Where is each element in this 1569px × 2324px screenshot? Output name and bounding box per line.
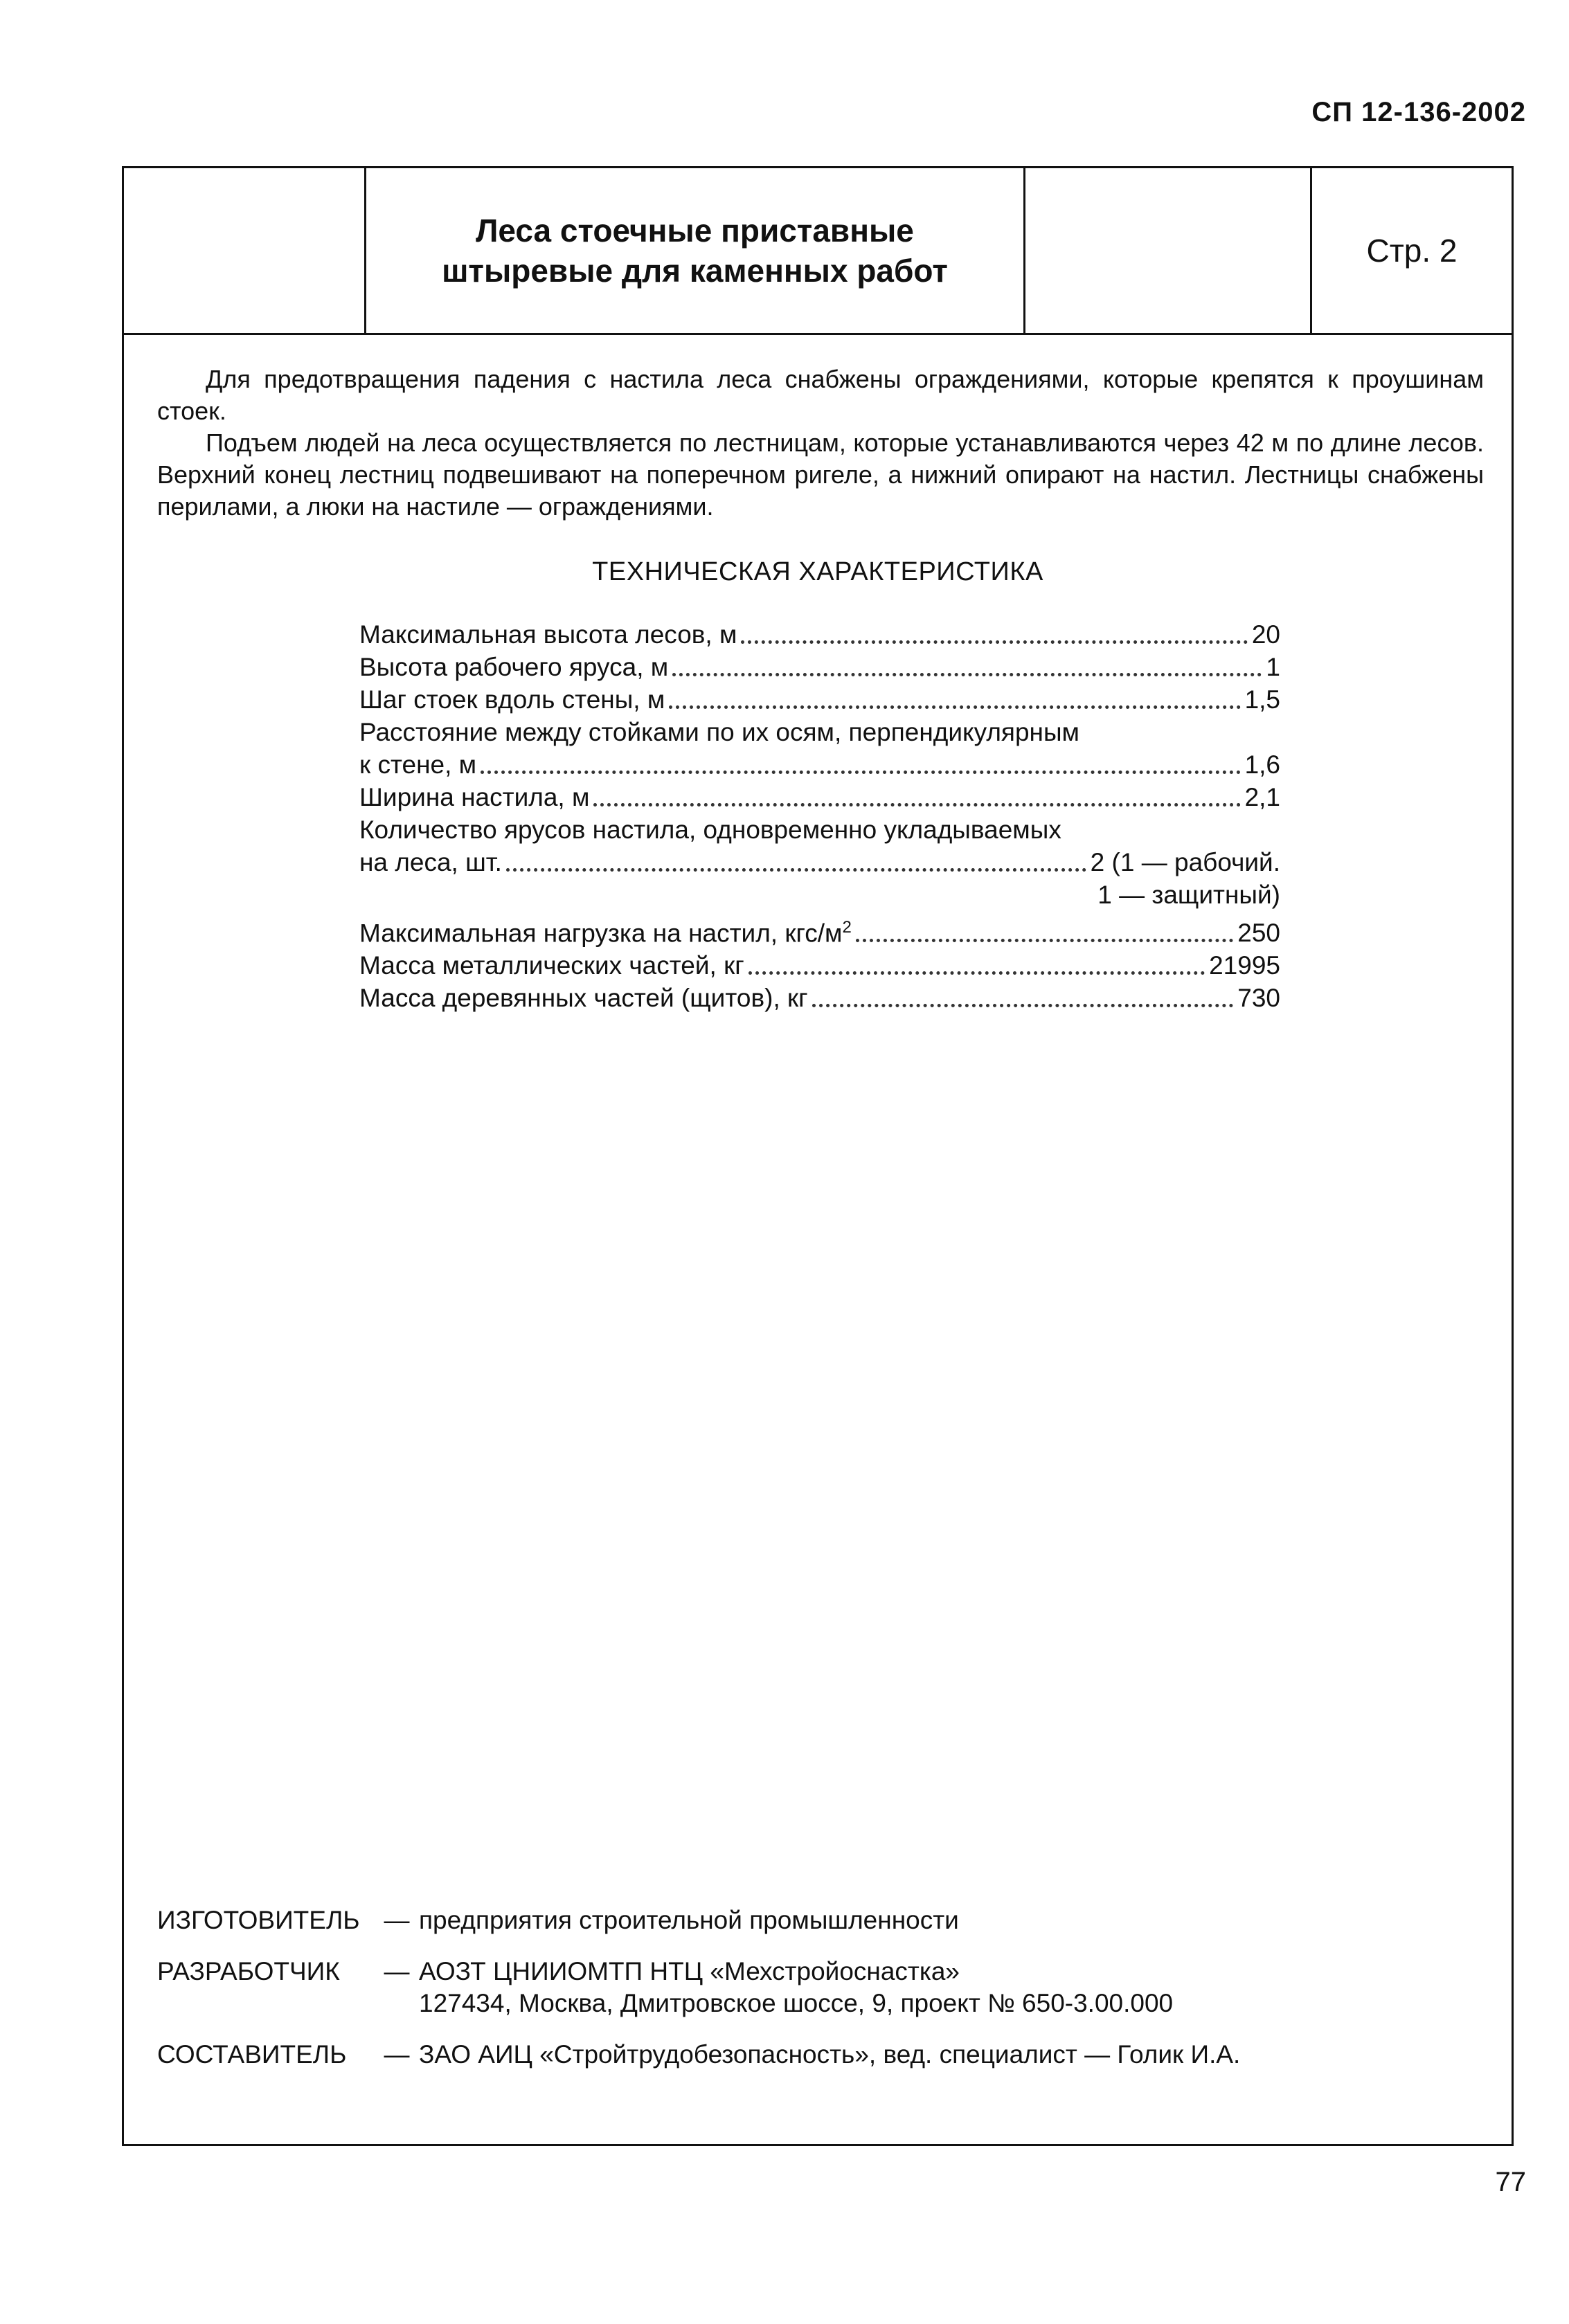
dot-leader xyxy=(669,692,1240,709)
credit-value-line1: АОЗТ ЦНИИОМТП НТЦ «Мехстройоснастка» xyxy=(419,1957,960,1985)
spec-label: на леса, шт. xyxy=(359,848,502,876)
credit-role: СОСТАВИТЕЛЬ xyxy=(157,2040,347,2069)
spec-row-post-distance xyxy=(359,748,1280,781)
credit-dash: — xyxy=(384,1906,410,1934)
credit-role: РАЗРАБОТЧИК xyxy=(157,1957,340,1985)
spec-row-deck-width xyxy=(359,781,1280,813)
spec-value: 730 xyxy=(1237,984,1280,1013)
intro-paragraph-1: Для предотвращения падения с настила леса снабжены ограждениями, которые крепятся к проушинам стоек. xyxy=(157,365,1484,425)
credit-value-line2: 127434, Москва, Дмитровское шоссе, 9, проект № 650-3.00.000 xyxy=(419,1989,1174,2017)
dot-leader xyxy=(748,957,1205,975)
spec-value: 250 xyxy=(1237,919,1280,948)
dot-leader xyxy=(593,789,1240,807)
spec-row-post-step xyxy=(359,683,1280,716)
spec-value: 1,6 xyxy=(1244,750,1280,779)
dot-leader xyxy=(672,659,1262,676)
intro-text xyxy=(157,363,1484,523)
credit-role: ИЗГОТОВИТЕЛЬ xyxy=(157,1906,360,1934)
credit-developer xyxy=(157,1956,1240,2019)
spec-label: Шаг стоек вдоль стены, м xyxy=(359,685,665,714)
credit-dash: — xyxy=(384,1957,410,1985)
document-code: СП 12-136-2002 xyxy=(1311,97,1526,127)
spec-value: 1,5 xyxy=(1244,685,1280,714)
spec-value: 20 xyxy=(1251,620,1280,649)
spec-row-deck-tiers xyxy=(359,846,1280,879)
spec-label-line: Количество ярусов настила, одновременно укладываемых xyxy=(359,816,1061,844)
spec-label: Масса металлических частей, кг xyxy=(359,951,744,980)
spec-label: к стене, м xyxy=(359,750,477,779)
spec-label: Максимальная высота лесов, м xyxy=(359,620,737,649)
credit-dash: — xyxy=(384,2040,410,2069)
credit-manufacturer xyxy=(157,1904,1240,1936)
spec-label: Высота рабочего яруса, м xyxy=(359,653,669,681)
sheet-label: Стр. 2 xyxy=(1366,233,1458,269)
spec-row-tier-height xyxy=(359,651,1280,683)
title-block xyxy=(124,168,1512,335)
page-number: 77 xyxy=(1495,2167,1526,2197)
document-title-line2: штыревые для каменных работ xyxy=(442,253,948,289)
spec-value-continuation: 1 — защитный) xyxy=(1097,881,1280,909)
spec-value: 21995 xyxy=(1209,951,1280,980)
document-title xyxy=(442,210,948,291)
dot-leader xyxy=(812,990,1234,1007)
spec-row-wood-mass xyxy=(359,982,1280,1014)
credits-block xyxy=(157,1904,1240,2090)
spec-row-max-load xyxy=(359,911,1280,949)
credit-value: предприятия строительной промышленности xyxy=(419,1906,959,1934)
intro-paragraph-2: Подъем людей на леса осуществляется по лестницам, которые устанавливаются через 42 м по длине лесов. Верхний конец лестниц подвешивают на поперечном ригеле, а нижний опирают на настил. Лестницы снабжены перилами, а люки на настиле — ограждениями. xyxy=(157,429,1484,521)
title-block-cell-page xyxy=(1312,168,1512,333)
credit-value xyxy=(419,1956,1173,2019)
title-block-cell-title xyxy=(366,168,1025,333)
spec-value: 2,1 xyxy=(1244,783,1280,811)
document-title-line1: Леса стоечные приставные xyxy=(476,213,914,249)
spec-row-metal-mass xyxy=(359,949,1280,982)
spec-label xyxy=(359,911,852,949)
credit-compiler xyxy=(157,2039,1240,2071)
spec-row-max-height xyxy=(359,618,1280,651)
spec-value: 2 (1 — рабочий. xyxy=(1090,848,1280,876)
spec-label-line: Расстояние между стойками по их осям, перпендикулярным xyxy=(359,718,1079,746)
spec-list xyxy=(359,618,1280,1014)
dot-leader xyxy=(481,757,1240,774)
spec-value: 1 xyxy=(1266,653,1280,681)
title-block-cell-empty-right xyxy=(1025,168,1312,333)
page-frame xyxy=(122,166,1514,2146)
spec-label: Масса деревянных частей (щитов), кг xyxy=(359,984,808,1013)
credit-value: ЗАО АИЦ «Стройтрудобезопасность», вед. специалист — Голик И.А. xyxy=(419,2040,1241,2069)
spec-heading: ТЕХНИЧЕСКАЯ ХАРАКТЕРИСТИКА xyxy=(592,557,1043,586)
dot-leader xyxy=(741,627,1247,644)
dot-leader xyxy=(856,925,1233,942)
spec-label: Ширина настила, м xyxy=(359,783,590,811)
spec-label-text: Максимальная нагрузка на настил, кгс/м xyxy=(359,919,843,948)
title-block-cell-empty-left xyxy=(124,168,366,333)
superscript: 2 xyxy=(842,918,852,937)
dot-leader xyxy=(506,854,1086,872)
